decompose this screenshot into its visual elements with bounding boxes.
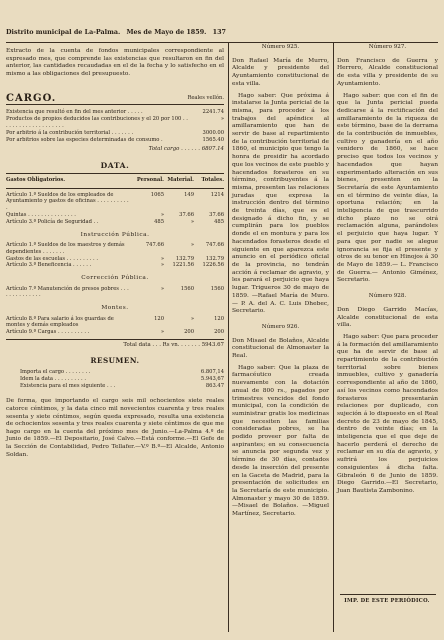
- intro-paragraph: Extracto de la cuenta de fondos municipales correspondiente al expresado mes, que comprende las existencias que resultaron en fin del anterior, las cantidades recaudadas en el de la fecha y lo satisfecho en el mismo a las obligaciones del presupuesto.: [6, 48, 224, 77]
- table-section: [6, 192, 224, 226]
- notice-author: Don Misael de Bolaños, Alcalde constitucional de Almonaster la Real.: [232, 337, 329, 360]
- notices-column-3: [337, 44, 438, 500]
- cargo-lines: [6, 109, 224, 144]
- data-total: Total data . . . Rs vn. . . . . . . 5943.67: [123, 341, 224, 348]
- cargo-rule: [6, 104, 224, 105]
- table-section: [6, 305, 224, 336]
- col-head-material: Material.: [167, 177, 194, 184]
- notices-column-2: [232, 44, 329, 523]
- cargo-line: Por arbitrio á la contribución territorial . . . . . . . 3000.00: [6, 130, 224, 137]
- table-row: Artículo 1.º Sueldos de los empleados de Ayuntamiento y gastos de oficinas . . . . . . . . . . . 1065 149 1214: [6, 191, 224, 212]
- notice-number: Número 928.: [368, 293, 407, 300]
- district-title: Distrito municipal de La-Palma.: [6, 28, 121, 36]
- resumen-title: RESUMEN.: [90, 356, 140, 366]
- notice-author: Don Rafael María de Murro, Alcalde y presidente del Ayuntamiento constitucional de esta villa.: [232, 57, 329, 87]
- cargo-total: Total cargo . . . . . . 6807.14: [148, 146, 224, 153]
- cargo-line: Productos de propios deducidos las contribuciones y el 20 por 100 . . . . . . . . . . . . . . . . . . . . »: [6, 116, 224, 130]
- resumen-line: Importa el cargo . . . . . . . . 6.807,14: [20, 368, 224, 375]
- cargo-unit: Reales vellón.: [187, 94, 224, 101]
- table-row: Artículo 1.º Sueldos de los maestros y demás dependientes . . . . . . . 747.66 » 747.66: [6, 241, 224, 255]
- page-header: [6, 28, 226, 40]
- header-rule: [6, 42, 438, 43]
- notice-number: Número 927.: [368, 44, 407, 50]
- account-column: [6, 48, 224, 465]
- imprint-rule: [340, 594, 436, 595]
- col-head-total: Totales.: [201, 177, 224, 184]
- resumen-line: Idem la data . . . . . . . . . . 5.943,67: [20, 375, 224, 382]
- table-row: Artículo 3.º Policía de Seguridad . . 485 » 485: [6, 218, 224, 225]
- section-heading: Montes.: [101, 305, 129, 312]
- resumen-line: Existencia para el mes siguiente . . . 863.47: [20, 383, 224, 390]
- notice-body: Hago saber: Que para proceder á la formación del amillaramiento que ha de servir de base al repartimiento de la contribución territorial sobre bienes inmuebles, cultivo y ganadería correspondiente al año de 1860, así los vecinos como hacendados forasteros presentarán relaciones por duplicado, con sujeción á lo dispuesto en el Real decreto de 23 de mayo de 1845, dentro de veinte días; en la inteligencia que el que deje de hacerlo perderá el derecho de reclamar en su día de agravio, y sufrirá los perjuicios consiguientes á dicha falta. Gibraleón 6 de Junio de 1859. Diego Garrido.—El Secretario, Juan Bautista Zambonino.: [337, 333, 438, 494]
- notice-body: Hago saber: Que la plaza de farmacéutico creada nuevamente con la dotación anual de 800 rs., pagados por trimestres vencidos del fondo municipal, con la condición de suministrar gratis los medicinas que necesiten las familias consideradas pobres, se ha podido proveer por falta de aspirantes; en su consecuencia se anuncia por segunda vez y término de 30 días, contados desde la inserción del presente en la Gaceta de Madrid, para la presentación de solicitudes en la Secretaría de este municipio. Almonaster y mayo 30 de 1859.—Misael de Bolaños. —Miguel Martínez, Secretario.: [232, 364, 329, 518]
- column-divider-2: [333, 42, 334, 632]
- table-row: Quintas . . . . . . . . . . . . . . . » 37.66 37.66: [6, 211, 224, 218]
- cargo-line: Por arbitrios sobre las especies determinadas de consumo . 1565.40: [6, 137, 224, 144]
- section-heading: Corrección Pública.: [81, 275, 149, 282]
- data-title: DATA.: [100, 160, 130, 170]
- header-date: Mes de Mayo de 1859.: [126, 28, 207, 36]
- notice-number: Número 925.: [261, 44, 300, 50]
- table-row: Artículo 8.º Para salario á los guardas de montes y demás empleados 120 » 120: [6, 315, 224, 329]
- table-section: [6, 232, 224, 270]
- table-row: Artículo 3.º Beneficencia . . . . . . » 1221.56 1226.56: [6, 262, 224, 269]
- col-head-personal: Personal.: [136, 177, 164, 184]
- cargo-title: CARGO.: [6, 92, 57, 104]
- table-total-rule: [6, 339, 224, 340]
- notice-author: Don Diego Garrido Macías, Alcalde constitucional de esta villa.: [337, 306, 438, 329]
- cargo-header: [6, 86, 224, 102]
- table-header: [6, 173, 224, 188]
- column-divider-1: [228, 42, 229, 632]
- page-number: 137: [212, 28, 226, 36]
- table-row: Gastos de las escuelas . . . . . . . . . . » 132.79 132.79: [6, 255, 224, 262]
- notice-number: Número 926.: [261, 323, 300, 330]
- table-row: Artículo 7.º Manutención de presos pobres . . . . . . . . . . . . . . » 1560 1560: [6, 285, 224, 299]
- section-heading: Instrucción Pública.: [80, 231, 150, 238]
- col-head-concept: Gastos Obligatorios.: [6, 177, 66, 184]
- table-section: [6, 275, 224, 299]
- imprint: IMP. DE ESTE PERIÓDICO.: [344, 598, 430, 604]
- notice-body: Hago saber: Que próxima á instalarse la Junta pericial de la misma, para proceder á los trabajos del apéndice al amillaramiento que han de servir de base al repartimiento de la contribución territorial de 1860, el municipio que tengo la honra de presidir ha acordado que los vecinos de este pueblo y hacendados forasteros en su término, contribuyentes á la misma, presenten las relaciones juradas que expresa la instrucción dentro del término de treinta días, que es el designado á dicho fin, y se cumplirán para los pueblos donde el en montura y para los hacendados forasteros desde el siguiente en que aparezca este anuncio en el periódico oficial de la provincia, no tendrán acción á reclamar de agravio, y les parará el perjuicio que haya lugar. Trigueros 30 de mayo de 1859. —Rafael María de Muro.— P. A. del A. C. Luis Dhebec, Secretario.: [232, 92, 329, 315]
- closing-paragraph: De forma, que importando el cargo seis mil ochocientos siete reales catorce céntimos, y la data cinco mil novecientos cuarenta y tres reales sesenta y siete céntimos, según queda expresado, resulta una existencia de ochocientos sesenta y tres reales cuarenta y siete céntimos de que me hago cargo en la cuenta del próximo mes de Junio.—La-Palma 4.º de Junio de 1859.—El Depositario, José Calvo.—Está conforme.—El Gefe de la Sección de Contabilidad, Pedro Tellafer.—V.º B.º—El Alcalde, Antonio Soldan.: [6, 398, 224, 458]
- cargo-line: Existencia que resultó en fin del mes anterior . . . . . 2241.74: [6, 109, 224, 116]
- notice-author: Don Francisco de Guerra y Herrero, Alcalde constitucional de esta villa y presidente de su Ayuntamiento.: [337, 57, 438, 87]
- notice-body: Hago saber: que con el fin de que la Junta pericial pueda dedicarse á la rectificación del amillaramiento de la riqueza de este término, base de la derrama de la contribución de inmuebles, cultivo y ganadería en el año venidero de 1860, se hace preciso que todos los vecinos y hacendados que hayan experimentado alteración en sus bienes, presenten en la Secretaría de este Ayuntamiento en el término de veinte días, la oportuna relación; en la inteligencia de que trascurrido dicho plazo no se oirá reclamación alguna, parándoles el perjuicio que haya lugar. Y para que por nadie se alegue ignorancia se fija el presente y otros de su tenor en Hinojos á 30 de Mayo de 1859.— L. Francisco de Guerra.— Antonio Giménez, Secretario.: [337, 92, 438, 284]
- table-row: Artículo 9.º Cargas . . . . . . . . . . » 200 200: [6, 329, 224, 336]
